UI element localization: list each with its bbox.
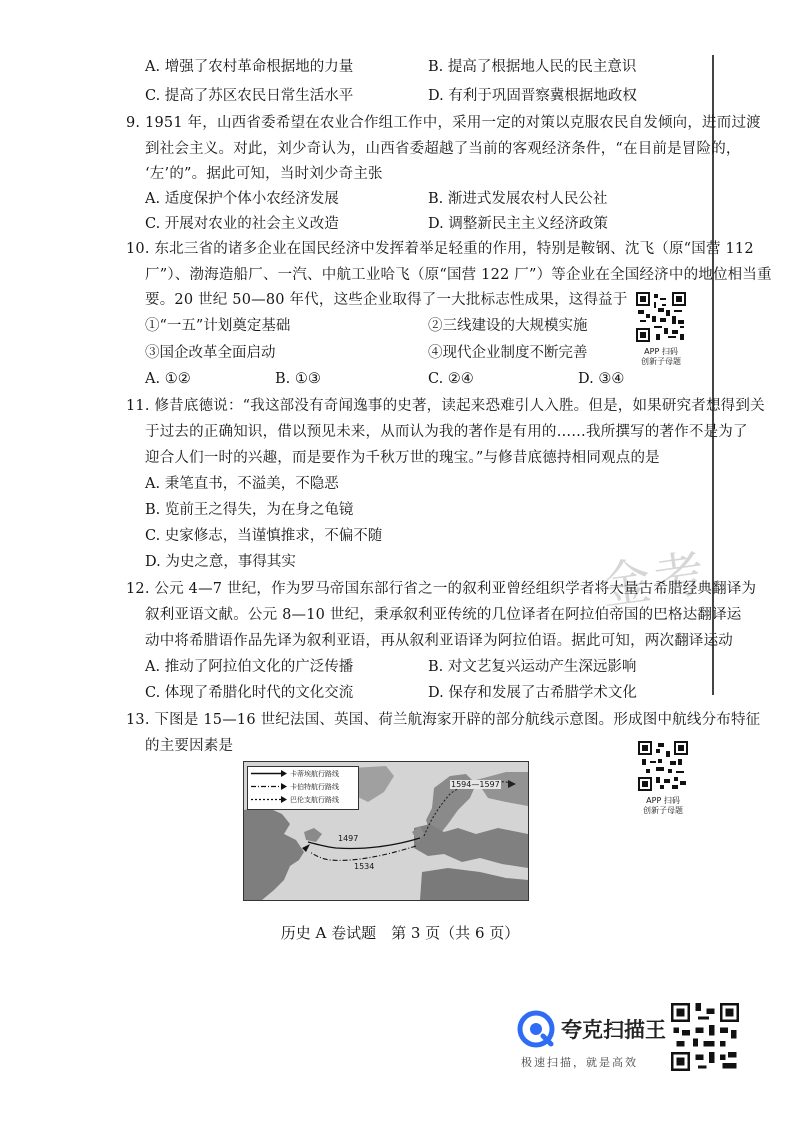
page-footer: 历史 A 卷试题 第 3 页（共 6 页） <box>280 924 520 942</box>
solid-arrow-icon <box>250 767 288 780</box>
qr-caption-2 <box>628 796 698 816</box>
legend-label-barents: 巴伦支航行路线 <box>290 796 339 804</box>
legend-label-cartier: 卡蒂埃航行路线 <box>290 770 339 778</box>
q10-stem-line2: 厂”）、渤海造船厂、一汽、中航工业哈飞（原“国营 122 厂”）等企业在全国经济中的地位相当重 <box>145 267 772 283</box>
q8-option-c[interactable]: C. 提高了苏区农民日常生活水平 <box>145 88 354 104</box>
q9-option-c[interactable]: C. 开展对农业的社会主义改造 <box>145 216 339 232</box>
q9-stem-line2: 到社会主义。对此，刘少奇认为，山西省委超越了当前的客观经济条件，“在目前是冒险的， <box>145 141 741 157</box>
q12-option-c[interactable]: C. 体现了希腊化时代的文化交流 <box>145 685 354 701</box>
q10-item-2: ②三线建设的大规模实施 <box>428 318 588 334</box>
q12-stem-line1: 12. 公元 4—7 世纪，作为罗马帝国东部行省之一的叙利亚曾经组织学者将大量古希腊经典翻译为 <box>126 581 757 597</box>
legend-item-barents <box>248 793 358 806</box>
q11-option-b[interactable]: B. 览前王之得失，为在身之龟镜 <box>145 502 354 518</box>
q10-option-b[interactable]: B. ①③ <box>275 371 321 387</box>
q11-stem-line2: 于过去的正确知识，借以预见未来，从而认为我的著作是有用的……我所撰写的著作不是为了 <box>145 424 748 440</box>
q12-option-d[interactable]: D. 保存和发展了古希腊学术文化 <box>428 685 637 701</box>
map-label-1534: 1534 <box>354 862 375 871</box>
q8-option-b[interactable]: B. 提高了根据地人民的民主意识 <box>428 59 637 75</box>
voyage-route-map <box>243 761 529 901</box>
quark-logo-icon <box>517 1010 555 1048</box>
dash-dot-arrow-icon <box>250 780 288 793</box>
q9-option-a[interactable]: A. 适度保护个体小农经济发展 <box>145 191 339 207</box>
q13-stem-line2: 的主要因素是 <box>145 738 234 754</box>
brand-name: 夸克扫描王 <box>561 1018 666 1042</box>
q9-stem-line3: ‘左’的”。据此可知，当时刘少奇主张 <box>145 166 383 182</box>
qr-caption-line1: APP 扫码 <box>646 796 680 805</box>
qr-code-2 <box>638 741 688 791</box>
q8-option-a[interactable]: A. 增强了农村革命根据地的力量 <box>145 59 354 75</box>
legend-item-cartier <box>248 767 358 780</box>
brand-qr-code <box>671 1003 739 1071</box>
qr-caption-1 <box>626 347 696 367</box>
qr-code-1 <box>636 292 686 342</box>
q11-option-d[interactable]: D. 为史之意，事得其实 <box>145 554 296 570</box>
q12-option-a[interactable]: A. 推动了阿拉伯文化的广泛传播 <box>145 659 354 675</box>
q10-option-a[interactable]: A. ①② <box>145 371 191 387</box>
q8-option-d[interactable]: D. 有利于巩固晋察冀根据地政权 <box>428 88 637 104</box>
q11-option-a[interactable]: A. 秉笔直书，不溢美，不隐恶 <box>145 476 339 492</box>
q10-item-1: ①“一五”计划奠定基础 <box>145 318 291 334</box>
q11-option-c[interactable]: C. 史家修志，当谨慎推求，不偏不随 <box>145 528 383 544</box>
q10-item-3: ③国企改革全面启动 <box>145 345 276 361</box>
q10-stem-line3: 要。20 世纪 50—80 年代，这些企业取得了一大批标志性成果，这得益于 <box>145 292 628 308</box>
q11-stem-line3: 迎合人们一时的兴趣，而是要作为千秋万世的瑰宝。”与修昔底德持相同观点的是 <box>145 450 660 466</box>
q9-option-b[interactable]: B. 渐进式发展农村人民公社 <box>428 191 608 207</box>
qr-caption-line2: 创新子母题 <box>643 806 683 815</box>
map-label-1594-1597: 1594—1597 <box>451 780 500 789</box>
legend-item-cabot <box>248 780 358 793</box>
qr-caption-line1: APP 扫码 <box>644 347 678 356</box>
q9-stem-line1: 9. 1951 年，山西省委希望在农业合作组工作中，采用一定的对策以克服农民自发倾向，进而过渡 <box>126 115 761 131</box>
q9-option-d[interactable]: D. 调整新民主主义经济政策 <box>428 216 608 232</box>
q10-stem-line1: 10. 东北三省的诸多企业在国民经济中发挥着举足轻重的作用，特别是鞍钢、沈飞（原“国营 112 <box>126 241 754 257</box>
qr-caption-line2: 创新子母题 <box>641 357 681 366</box>
q10-option-c[interactable]: C. ②④ <box>428 371 474 387</box>
q12-stem-line2: 叙利亚语文献。公元 8—10 世纪，秉承叙利亚传统的几位译者在阿拉伯帝国的巴格达翻译运 <box>145 607 742 623</box>
map-legend <box>247 766 359 810</box>
q13-stem-line1: 13. 下图是 15—16 世纪法国、英国、荷兰航海家开辟的部分航线示意图。形成图中航线分布特征 <box>126 712 761 728</box>
legend-label-cabot: 卡伯特航行路线 <box>290 783 339 791</box>
q12-stem-line3: 动中将希腊语作品先译为叙利亚语，再从叙利亚语译为阿拉伯语。据此可知，两次翻译运动 <box>145 633 733 649</box>
watermark-stamp: 金考 <box>597 543 713 617</box>
q12-option-b[interactable]: B. 对文艺复兴运动产生深远影响 <box>428 659 637 675</box>
q11-stem-line1: 11. 修昔底德说：“我这部没有奇闻逸事的史著，读起来恐难引人入胜。但是，如果研究者想得到关 <box>126 398 765 414</box>
q10-item-4: ④现代企业制度不断完善 <box>428 345 588 361</box>
dashed-arrow-icon <box>250 793 288 806</box>
brand-slogan: 极速扫描，就是高效 <box>521 1056 638 1069</box>
q10-option-d[interactable]: D. ③④ <box>578 371 625 387</box>
map-label-1497: 1497 <box>338 834 359 843</box>
